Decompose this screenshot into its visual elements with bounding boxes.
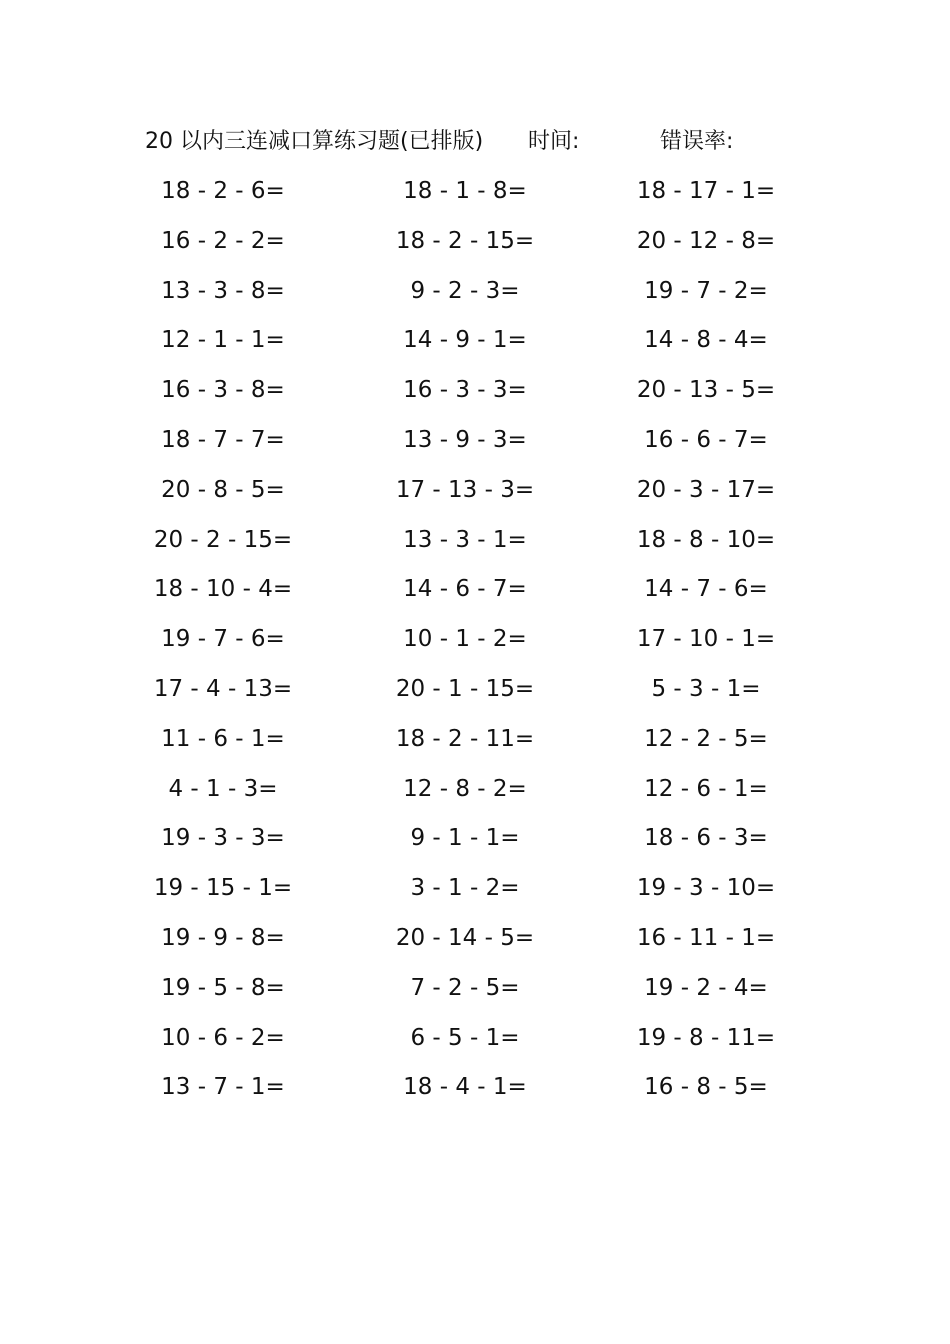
problem-item: 14 - 9 - 1=	[403, 327, 527, 354]
problem-item: 6 - 5 - 1=	[410, 1024, 520, 1051]
problem-row	[0, 869, 950, 919]
problem-item: 18 - 7 - 7=	[161, 426, 285, 453]
problem-row	[0, 521, 950, 571]
problem-item: 17 - 4 - 13=	[153, 675, 293, 702]
problem-item: 13 - 3 - 1=	[403, 526, 527, 553]
problem-item: 17 - 10 - 1=	[636, 626, 776, 653]
problem-item: 19 - 7 - 2=	[644, 277, 768, 304]
problem-item: 4 - 1 - 3=	[168, 775, 278, 802]
problem-item: 16 - 3 - 8=	[161, 377, 285, 404]
problem-row	[0, 272, 950, 322]
problem-item: 9 - 1 - 1=	[410, 825, 520, 852]
problem-item: 20 - 2 - 15=	[153, 526, 293, 553]
problem-item: 13 - 9 - 3=	[403, 426, 527, 453]
problem-item: 10 - 6 - 2=	[161, 1024, 285, 1051]
problem-item: 3 - 1 - 2=	[410, 875, 520, 902]
problem-item: 19 - 9 - 8=	[161, 924, 285, 951]
problem-item: 12 - 1 - 1=	[161, 327, 285, 354]
error-rate-label: 错误率:	[660, 129, 734, 154]
problem-item: 20 - 8 - 5=	[161, 476, 285, 503]
problem-row	[0, 919, 950, 969]
time-label: 时间:	[528, 129, 580, 154]
problem-row	[0, 1068, 950, 1118]
problem-item: 14 - 8 - 4=	[644, 327, 768, 354]
problem-row	[0, 471, 950, 521]
problem-row	[0, 620, 950, 670]
problem-item: 9 - 2 - 3=	[410, 277, 520, 304]
problem-item: 16 - 3 - 3=	[403, 377, 527, 404]
problem-item: 16 - 6 - 7=	[644, 426, 768, 453]
problem-row	[0, 1019, 950, 1069]
problem-grid	[0, 172, 950, 1118]
problem-item: 10 - 1 - 2=	[403, 626, 527, 653]
problem-row	[0, 570, 950, 620]
problem-item: 13 - 7 - 1=	[161, 1074, 285, 1101]
problem-item: 5 - 3 - 1=	[651, 675, 761, 702]
problem-item: 20 - 3 - 17=	[636, 476, 776, 503]
problem-item: 19 - 2 - 4=	[644, 974, 768, 1001]
worksheet-title: 20 以内三连减口算练习题(已排版)	[145, 129, 484, 154]
problem-item: 20 - 1 - 15=	[395, 675, 535, 702]
problem-item: 19 - 8 - 11=	[636, 1024, 776, 1051]
problem-item: 18 - 2 - 15=	[395, 227, 535, 254]
problem-row	[0, 421, 950, 471]
problem-item: 14 - 6 - 7=	[403, 576, 527, 603]
problem-row	[0, 969, 950, 1019]
problem-item: 7 - 2 - 5=	[410, 974, 520, 1001]
problem-item: 19 - 5 - 8=	[161, 974, 285, 1001]
problem-item: 18 - 10 - 4=	[153, 576, 293, 603]
problem-item: 14 - 7 - 6=	[644, 576, 768, 603]
problem-item: 18 - 6 - 3=	[644, 825, 768, 852]
problem-item: 20 - 14 - 5=	[395, 924, 535, 951]
problem-item: 19 - 3 - 3=	[161, 825, 285, 852]
problem-row	[0, 670, 950, 720]
problem-row	[0, 172, 950, 222]
problem-item: 19 - 7 - 6=	[161, 626, 285, 653]
problem-row	[0, 222, 950, 272]
problem-item: 18 - 17 - 1=	[636, 178, 776, 204]
problem-item: 19 - 3 - 10=	[636, 875, 776, 902]
problem-item: 20 - 13 - 5=	[636, 377, 776, 404]
problem-item: 18 - 1 - 8=	[403, 178, 527, 204]
problem-item: 18 - 2 - 11=	[395, 725, 535, 752]
problem-row	[0, 770, 950, 820]
problem-item: 11 - 6 - 1=	[161, 725, 285, 752]
worksheet-header	[145, 124, 845, 160]
problem-item: 18 - 4 - 1=	[403, 1074, 527, 1101]
problem-item: 18 - 8 - 10=	[636, 526, 776, 553]
problem-row	[0, 720, 950, 770]
problem-item: 12 - 2 - 5=	[644, 725, 768, 752]
problem-row	[0, 321, 950, 371]
problem-row	[0, 819, 950, 869]
problem-item: 16 - 8 - 5=	[644, 1074, 768, 1101]
problem-item: 16 - 2 - 2=	[161, 227, 285, 254]
problem-item: 12 - 8 - 2=	[403, 775, 527, 802]
problem-item: 16 - 11 - 1=	[636, 924, 776, 951]
problem-item: 13 - 3 - 8=	[161, 277, 285, 304]
problem-item: 18 - 2 - 6=	[161, 178, 285, 204]
problem-item: 20 - 12 - 8=	[636, 227, 776, 254]
problem-row	[0, 371, 950, 421]
problem-item: 12 - 6 - 1=	[644, 775, 768, 802]
problem-item: 17 - 13 - 3=	[395, 476, 535, 503]
problem-item: 19 - 15 - 1=	[153, 875, 293, 902]
